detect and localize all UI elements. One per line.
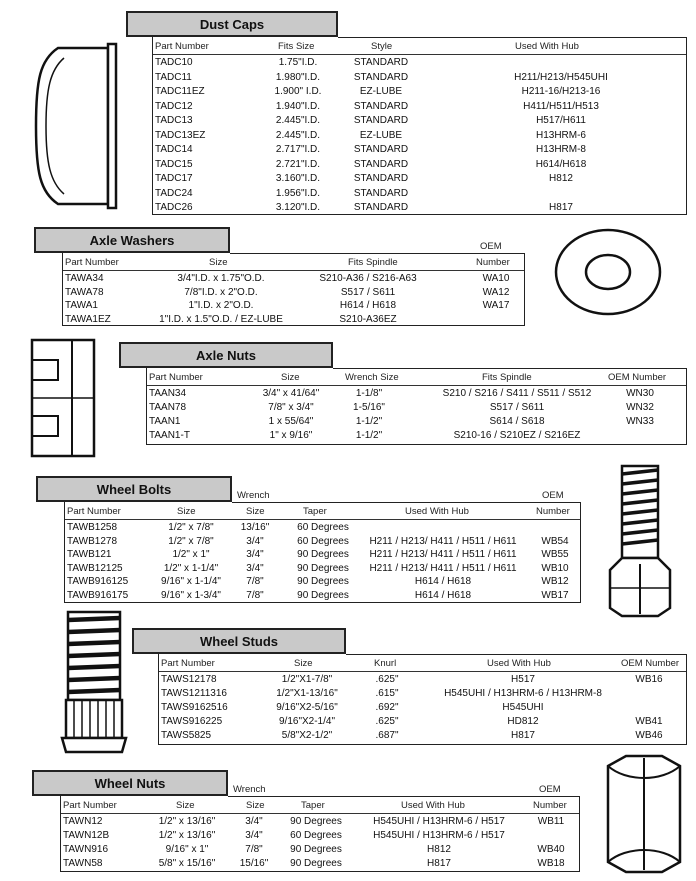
wheel-stud-illustration xyxy=(58,606,130,756)
table-cell: TADC12 xyxy=(155,100,193,112)
table-row xyxy=(153,85,686,99)
table-cell: 5/8" x 15/16" xyxy=(158,858,216,869)
oem-top-label: OEM xyxy=(542,490,564,501)
table-cell: WA17 xyxy=(482,300,510,311)
col-number: Number xyxy=(476,257,510,268)
table-cell: 1.940"I.D. xyxy=(275,100,321,112)
table-cell: H817 xyxy=(511,730,535,741)
table-row xyxy=(65,589,580,603)
col-part-number: Part Number xyxy=(149,372,203,383)
table-cell: 1 x 55/64" xyxy=(268,416,314,427)
table-cell: TADC15 xyxy=(155,158,193,170)
table-row xyxy=(147,429,686,443)
col-knurl: Knurl xyxy=(374,658,397,669)
table-row xyxy=(63,286,524,300)
table-cell: 1/2"X1-7/8" xyxy=(281,674,333,685)
table-cell: H211/H213/H545UHI xyxy=(514,71,608,83)
table-cell: H812 xyxy=(549,173,573,184)
table-cell: 2.445"I.D. xyxy=(275,115,321,126)
table-cell: 90 Degrees xyxy=(290,858,342,869)
col-taper: Taper xyxy=(301,800,325,811)
table-cell: WB16 xyxy=(635,674,663,685)
table-cell: WN33 xyxy=(626,416,654,427)
table-cell: TAWS1211316 xyxy=(161,688,227,699)
table-cell: TADC24 xyxy=(155,187,193,199)
table-row xyxy=(63,299,524,313)
table-cell: H817 xyxy=(549,202,573,213)
table-cell: TADC10 xyxy=(155,57,193,68)
table-cell: TAWS9162516 xyxy=(161,702,228,713)
table-cell: 90 Degrees xyxy=(290,844,342,855)
table-cell: H614 / H618 xyxy=(414,589,472,601)
axle-washers-header xyxy=(34,227,230,253)
table-cell: TAWS916225 xyxy=(161,716,223,727)
table-row xyxy=(63,272,524,286)
table-cell: H545UHI / H13HRM-6 / H517 xyxy=(373,830,505,841)
wheel-nuts-title: Wheel Nuts xyxy=(94,775,166,791)
table-cell: TAAN78 xyxy=(149,402,187,413)
col-used-with-hub: Used With Hub xyxy=(515,41,579,52)
table-cell: TAWB12125 xyxy=(67,562,123,574)
table-cell: 7/8" xyxy=(246,576,264,587)
table-cell: TAWB916125 xyxy=(67,576,129,587)
table-row xyxy=(147,387,686,401)
col-used-with-hub: Used With Hub xyxy=(405,506,469,517)
dust-cap-illustration xyxy=(30,40,125,212)
table-cell: 90 Degrees xyxy=(297,549,349,560)
table-cell: WB46 xyxy=(635,730,663,741)
table-cell: STANDARD xyxy=(353,144,409,155)
col-fits-spindle: Fits Spindle xyxy=(348,257,398,268)
table-cell: H545UHI / H13HRM-6 / H517 xyxy=(373,816,505,827)
table-cell: TAWB1278 xyxy=(67,535,118,547)
table-cell: TAWB916175 xyxy=(67,589,129,601)
oem-top-label: OEM xyxy=(480,241,502,252)
table-cell: 1.956"I.D. xyxy=(275,187,321,199)
table-cell: TAWA1EZ xyxy=(65,313,111,325)
table-cell: 60 Degrees xyxy=(297,522,349,533)
table-row xyxy=(65,521,580,535)
table-row xyxy=(153,129,686,143)
table-cell: 1"I.D. x 1.5"O.D. / EZ-LUBE xyxy=(159,313,283,325)
table-cell: 2.721"I.D. xyxy=(275,158,321,170)
table-cell: 3/4"I.D. x 1.75"O.D. xyxy=(177,273,265,284)
table-cell: .687" xyxy=(375,730,399,741)
oem-top-label: OEM xyxy=(539,784,561,795)
table-cell: .625" xyxy=(375,716,399,727)
table-cell: 9/16" x 1-3/4" xyxy=(161,589,221,601)
table-cell: STANDARD xyxy=(353,57,409,68)
table-cell: 13/16" xyxy=(240,522,270,533)
table-cell: TADC11EZ xyxy=(155,86,205,97)
table-cell: WB40 xyxy=(537,844,565,855)
table-cell: 1-1/2" xyxy=(355,416,383,427)
table-cell: WA10 xyxy=(482,273,510,284)
table-cell: 1/2" x 13/16" xyxy=(158,830,216,841)
axle-nuts-table xyxy=(146,368,687,445)
table-row xyxy=(153,187,686,201)
table-cell: TADC17 xyxy=(155,173,193,184)
table-cell: 60 Degrees xyxy=(297,535,349,547)
table-row xyxy=(159,729,686,743)
table-cell: 9/16"X2-1/4" xyxy=(278,716,336,727)
table-cell: WN32 xyxy=(626,402,654,413)
table-cell: 3.120"I.D. xyxy=(275,202,321,213)
table-cell: 1-5/16" xyxy=(353,402,385,413)
table-cell: 1/2"X1-13/16" xyxy=(276,688,338,699)
axle-washers-table xyxy=(62,241,525,326)
table-cell: H211 / H213/ H411 / H511 / H611 xyxy=(369,535,517,547)
table-row xyxy=(153,143,686,157)
dust-caps-table xyxy=(152,37,687,215)
wheel-bolt-illustration xyxy=(600,460,680,620)
table-cell: WB12 xyxy=(541,576,569,587)
table-row xyxy=(159,715,686,729)
table-cell: TADC26 xyxy=(155,202,193,213)
table-cell: H545UHI / H13HRM-6 / H13HRM-8 xyxy=(444,688,602,699)
table-cell: S517 / S611 xyxy=(489,402,545,413)
table-row xyxy=(65,562,580,576)
dust-caps-header xyxy=(126,11,338,37)
col-part-number: Part Number xyxy=(161,658,215,669)
table-cell: H211 / H213/ H411 / H511 / H611 xyxy=(369,549,517,560)
wheel-studs-table xyxy=(158,654,687,745)
table-cell: STANDARD xyxy=(353,187,409,199)
table-cell: 90 Degrees xyxy=(297,562,349,574)
table-row xyxy=(153,201,686,215)
table-cell: 1/2" x 7/8" xyxy=(168,522,214,533)
table-cell: 3/4" xyxy=(245,830,263,841)
table-cell: H13HRM-8 xyxy=(535,144,586,155)
table-cell: WB41 xyxy=(635,716,663,727)
castle-nut-illustration xyxy=(28,336,98,460)
wheel-studs-title: Wheel Studs xyxy=(199,633,278,649)
table-cell: S210-A36 / S216-A63 xyxy=(319,273,417,284)
wrench-top-label: Wrench xyxy=(237,490,270,501)
col-size: Size xyxy=(177,506,196,517)
table-cell: TAWN916 xyxy=(63,844,109,855)
table-cell: 90 Degrees xyxy=(297,576,349,587)
col-wrench-size: Wrench Size xyxy=(345,372,399,383)
axle-washers-column-headers xyxy=(63,256,524,270)
table-cell: 1.900" I.D. xyxy=(274,86,322,97)
axle-nuts-header xyxy=(119,342,333,368)
table-cell: WB10 xyxy=(541,562,569,574)
dust-caps-column-headers xyxy=(153,40,686,54)
table-cell: H211-16/H213-16 xyxy=(521,86,601,97)
table-cell: TAAN34 xyxy=(149,388,187,399)
table-cell: 15/16" xyxy=(239,858,269,869)
table-cell: STANDARD xyxy=(353,71,409,83)
col-number: Number xyxy=(536,506,570,517)
table-cell: S614 / S618 xyxy=(489,416,545,427)
wheel-bolts-title: Wheel Bolts xyxy=(96,481,172,497)
col-used-with-hub: Used With Hub xyxy=(401,800,465,811)
table-cell: 7/8" x 3/4" xyxy=(268,402,314,413)
table-cell: H211 / H213/ H411 / H511 / H611 xyxy=(369,562,517,574)
table-cell: H517/H611 xyxy=(536,115,586,126)
wheel-bolts-header xyxy=(36,476,232,502)
table-cell: TAWA1 xyxy=(65,300,98,311)
table-cell: TADC14 xyxy=(155,144,193,155)
table-row xyxy=(159,687,686,701)
table-cell: TADC13EZ xyxy=(155,129,206,141)
col-size: Size xyxy=(294,658,313,669)
table-cell: STANDARD xyxy=(353,115,409,126)
table-row xyxy=(147,401,686,415)
table-row xyxy=(159,673,686,687)
table-row xyxy=(153,100,686,114)
table-cell: TAWA34 xyxy=(65,273,104,284)
table-cell: 2.717"I.D. xyxy=(275,144,321,155)
table-cell: 9/16"X2-5/16" xyxy=(276,702,338,713)
table-cell: 90 Degrees xyxy=(290,816,342,827)
table-cell: 3/4" x 41/64" xyxy=(262,388,320,399)
table-cell: .615" xyxy=(375,688,399,699)
table-cell: 7/8" xyxy=(245,844,263,855)
washer-illustration xyxy=(548,222,668,322)
table-cell: 3/4" xyxy=(246,549,264,560)
wheel-bolts-table xyxy=(64,490,581,603)
axle-nuts-title: Axle Nuts xyxy=(196,347,256,363)
table-row xyxy=(61,843,579,857)
table-cell: 7/8"I.D. x 2"O.D. xyxy=(184,286,258,298)
table-cell: WN30 xyxy=(626,388,654,399)
table-cell: STANDARD xyxy=(353,158,409,170)
col-taper: Taper xyxy=(303,506,327,517)
table-row xyxy=(153,114,686,128)
table-cell: 1-1/2" xyxy=(355,430,383,441)
table-cell: 1" x 9/16" xyxy=(269,430,313,441)
axle-nuts-column-headers xyxy=(147,371,686,385)
table-row xyxy=(153,172,686,186)
table-cell: H614 / H618 xyxy=(414,576,472,587)
table-row xyxy=(65,548,580,562)
table-cell: 1/2" x 13/16" xyxy=(158,816,216,827)
table-row xyxy=(153,56,686,70)
col-size: Size xyxy=(176,800,195,811)
table-cell: EZ-LUBE xyxy=(359,129,403,141)
table-row xyxy=(61,829,579,843)
table-cell: STANDARD xyxy=(353,173,409,184)
table-cell: 90 Degrees xyxy=(297,589,349,601)
col-part-number: Part Number xyxy=(65,257,119,268)
table-cell: H411/H511/H513 xyxy=(523,100,599,112)
table-cell: 60 Degrees xyxy=(290,830,342,841)
table-cell: 3/4" xyxy=(246,535,264,547)
table-cell: 1/2" x 1" xyxy=(172,549,210,560)
table-row xyxy=(159,701,686,715)
table-cell: WB11 xyxy=(537,816,565,827)
col-fits-size: Fits Size xyxy=(278,41,315,52)
table-row xyxy=(147,415,686,429)
table-cell: WB18 xyxy=(537,858,565,869)
wheel-studs-header xyxy=(132,628,346,654)
wheel-nuts-table xyxy=(60,784,580,872)
table-cell: 1/2" x 1-1/4" xyxy=(163,562,219,574)
table-cell: TAWB1258 xyxy=(67,522,118,533)
table-row xyxy=(153,158,686,172)
col-size: Size xyxy=(209,257,228,268)
col-wrench-size: Size xyxy=(246,800,265,811)
table-cell: 7/8" xyxy=(246,589,264,601)
col-size: Size xyxy=(281,372,300,383)
table-cell: 3.160"I.D. xyxy=(275,173,321,184)
table-cell: TAWN12B xyxy=(63,830,110,841)
table-row xyxy=(65,575,580,589)
table-cell: .692" xyxy=(375,702,399,713)
table-cell: WB54 xyxy=(541,535,569,547)
col-style: Style xyxy=(371,41,393,52)
table-cell: TAAN1-T xyxy=(149,430,190,441)
col-oem-number: OEM Number xyxy=(621,658,680,669)
table-cell: 1/2" x 7/8" xyxy=(168,535,214,547)
table-cell: TAAN1 xyxy=(149,416,181,427)
table-cell: HD812 xyxy=(507,716,539,727)
table-cell: TADC11 xyxy=(155,71,192,83)
axle-washers-title: Axle Washers xyxy=(89,232,175,248)
table-row xyxy=(63,313,524,327)
col-part-number: Part Number xyxy=(155,41,209,52)
table-cell: STANDARD xyxy=(353,202,409,213)
table-cell: H812 xyxy=(427,844,451,855)
col-used-with-hub: Used With Hub xyxy=(487,658,551,669)
table-cell: 9/16" x 1-1/4" xyxy=(161,576,221,587)
table-cell: EZ-LUBE xyxy=(359,86,403,97)
table-cell: TAWN58 xyxy=(63,858,103,869)
dust-caps-title: Dust Caps xyxy=(199,16,265,32)
col-part-number: Part Number xyxy=(63,800,117,811)
table-cell: H614/H618 xyxy=(535,158,587,170)
table-cell: H545UHI xyxy=(502,702,544,713)
table-cell: 1-1/8" xyxy=(355,388,383,399)
table-cell: TAWN12 xyxy=(63,816,103,827)
table-cell: TAWS12178 xyxy=(161,674,217,685)
wheel-nut-illustration xyxy=(600,752,688,876)
table-cell: S210 / S216 / S411 / S511 / S512 xyxy=(442,388,592,399)
table-cell: WB55 xyxy=(541,549,569,560)
wheel-studs-column-headers xyxy=(159,657,686,671)
table-cell: H13HRM-6 xyxy=(535,129,586,141)
table-cell: TAWA78 xyxy=(65,286,104,298)
col-wrench-size: Size xyxy=(246,506,265,517)
table-cell: TAWB121 xyxy=(67,549,112,560)
table-cell: WA12 xyxy=(482,286,510,298)
wrench-top-label: Wrench xyxy=(233,784,266,795)
table-cell: H614 / H618 xyxy=(339,300,397,311)
table-cell: 1.75"I.D. xyxy=(278,57,318,68)
table-cell: 5/8"X2-1/2" xyxy=(281,730,333,741)
table-cell: WB17 xyxy=(541,589,569,601)
table-cell: H517 xyxy=(511,674,535,685)
table-row xyxy=(61,815,579,829)
table-cell: 3/4" xyxy=(246,562,264,574)
table-cell: S210-A36EZ xyxy=(339,313,397,325)
table-cell: STANDARD xyxy=(353,100,409,112)
table-cell: S210-16 / S210EZ / S216EZ xyxy=(453,430,581,441)
table-cell: S517 / S611 xyxy=(340,286,396,298)
table-cell: 3/4" xyxy=(245,816,263,827)
wheel-nuts-header xyxy=(32,770,228,796)
table-row xyxy=(153,71,686,85)
col-fits-spindle: Fits Spindle xyxy=(482,372,532,383)
table-cell: 1.980"I.D. xyxy=(275,71,321,83)
wheel-nuts-column-headers xyxy=(61,799,579,813)
wheel-bolts-column-headers xyxy=(65,505,580,519)
table-cell: TADC13 xyxy=(155,115,193,126)
table-cell: 9/16" x 1" xyxy=(165,844,209,855)
col-part-number: Part Number xyxy=(67,506,121,517)
col-oem-number: OEM Number xyxy=(608,372,667,383)
col-number: Number xyxy=(533,800,567,811)
table-row xyxy=(65,535,580,549)
table-cell: TAWS5825 xyxy=(161,730,212,741)
table-cell: H817 xyxy=(427,858,451,869)
table-cell: .625" xyxy=(375,674,399,685)
table-row xyxy=(61,857,579,871)
table-cell: 2.445"I.D. xyxy=(275,129,321,141)
table-cell: 1"I.D. x 2"O.D. xyxy=(188,300,254,311)
